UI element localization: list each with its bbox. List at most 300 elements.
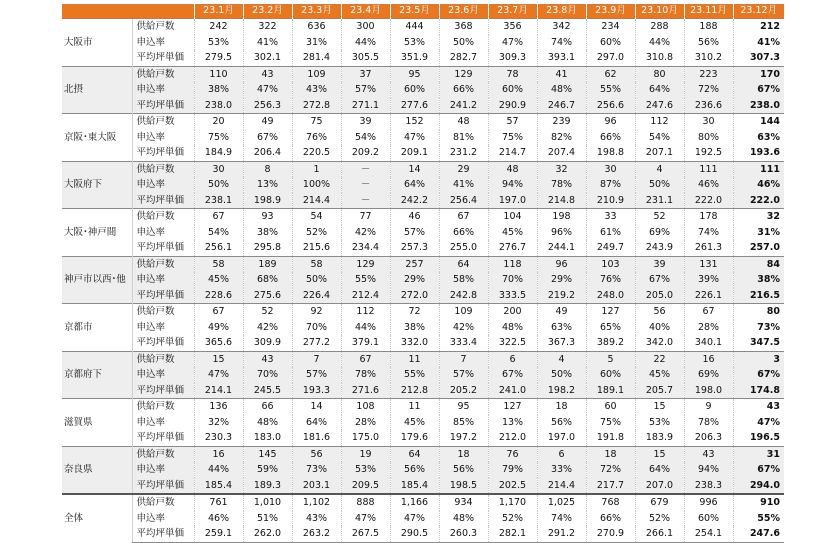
value-cell: 1 <box>292 161 341 177</box>
value-cell: 47% <box>488 35 537 51</box>
value-cell: 207.4 <box>537 145 586 161</box>
metric-label: 平均坪単価 <box>132 383 194 399</box>
region-group <box>62 209 784 257</box>
value-cell: 96 <box>586 114 635 130</box>
value-cell: 80 <box>635 66 684 82</box>
value-cell: 249.7 <box>586 240 635 256</box>
value-cell: 15 <box>194 351 243 367</box>
table-row <box>62 367 784 383</box>
value-cell: 44% <box>341 320 390 336</box>
value-cell: 69% <box>635 225 684 241</box>
value-cell: 1,102 <box>292 494 341 511</box>
metric-label: 平均坪単価 <box>132 335 194 351</box>
value-cell: 910 <box>733 494 784 511</box>
value-cell: 16 <box>194 446 243 462</box>
value-cell: 144 <box>733 114 784 130</box>
value-cell: 236.6 <box>684 98 733 114</box>
value-cell: 276.7 <box>488 240 537 256</box>
table-header <box>62 4 784 19</box>
value-cell: － <box>341 177 390 193</box>
value-cell: 241.2 <box>439 98 488 114</box>
value-cell: 70% <box>292 320 341 336</box>
table-row <box>62 50 784 66</box>
value-cell: 310.8 <box>635 50 684 66</box>
value-cell: 184.9 <box>194 145 243 161</box>
value-cell: 42% <box>439 320 488 336</box>
value-cell: 41 <box>537 66 586 82</box>
value-cell: 209.1 <box>390 145 439 161</box>
value-cell: 281.4 <box>292 50 341 66</box>
value-cell: 103 <box>586 256 635 272</box>
value-cell: 46% <box>194 511 243 527</box>
value-cell: 197.0 <box>488 193 537 209</box>
metric-label: 供給戸数 <box>132 209 194 225</box>
value-cell: 219.2 <box>537 288 586 304</box>
value-cell: 94% <box>684 462 733 478</box>
table-row <box>62 35 784 51</box>
value-cell: 64 <box>439 256 488 272</box>
value-cell: 222.0 <box>733 193 784 209</box>
value-cell: 38% <box>194 82 243 98</box>
value-cell: 340.1 <box>684 335 733 351</box>
value-cell: 60% <box>586 35 635 51</box>
value-cell: 93 <box>243 209 292 225</box>
value-cell: 47% <box>733 415 784 431</box>
value-cell: 226.4 <box>292 288 341 304</box>
value-cell: 14 <box>292 399 341 415</box>
value-cell: 178 <box>684 209 733 225</box>
value-cell: 67 <box>194 209 243 225</box>
metric-label: 供給戸数 <box>132 351 194 367</box>
metric-label: 申込率 <box>132 177 194 193</box>
value-cell: 259.1 <box>194 526 243 542</box>
value-cell: 38% <box>243 225 292 241</box>
value-cell: 7 <box>292 351 341 367</box>
value-cell: 129 <box>439 66 488 82</box>
value-cell: 67% <box>635 272 684 288</box>
value-cell: 84 <box>733 256 784 272</box>
value-cell: 367.3 <box>537 335 586 351</box>
value-cell: 74% <box>537 511 586 527</box>
value-cell: 1,170 <box>488 494 537 511</box>
value-cell: 234 <box>586 19 635 35</box>
value-cell: 185.4 <box>194 478 243 495</box>
value-cell: 223 <box>684 66 733 82</box>
value-cell: 41% <box>243 35 292 51</box>
value-cell: 272.0 <box>390 288 439 304</box>
value-cell: 214.1 <box>194 383 243 399</box>
value-cell: 256.3 <box>243 98 292 114</box>
header-month: 23.10月 <box>635 4 684 19</box>
value-cell: 60% <box>684 511 733 527</box>
value-cell: 271.6 <box>341 383 390 399</box>
value-cell: 72 <box>390 304 439 320</box>
value-cell: 46% <box>684 177 733 193</box>
value-cell: 50% <box>537 367 586 383</box>
value-cell: 46% <box>733 177 784 193</box>
value-cell: 57 <box>488 114 537 130</box>
value-cell: 189.1 <box>586 383 635 399</box>
table-row <box>62 335 784 351</box>
value-cell: 111 <box>684 161 733 177</box>
header-month: 23.8月 <box>537 4 586 19</box>
value-cell: 52 <box>635 209 684 225</box>
value-cell: 32 <box>733 209 784 225</box>
table-row <box>62 130 784 146</box>
value-cell: 228.6 <box>194 288 243 304</box>
metric-label: 供給戸数 <box>132 304 194 320</box>
value-cell: 112 <box>635 114 684 130</box>
value-cell: 29% <box>390 272 439 288</box>
metric-label: 平均坪単価 <box>132 288 194 304</box>
value-cell: 238.0 <box>733 98 784 114</box>
value-cell: 145 <box>243 446 292 462</box>
value-cell: 302.1 <box>243 50 292 66</box>
value-cell: 66% <box>586 511 635 527</box>
header-month: 23.3月 <box>292 4 341 19</box>
value-cell: 75% <box>488 130 537 146</box>
value-cell: 262.0 <box>243 526 292 542</box>
metric-label: 申込率 <box>132 367 194 383</box>
header-blank-metric <box>132 4 194 19</box>
total-group <box>62 494 784 542</box>
value-cell: 43 <box>684 446 733 462</box>
value-cell: 444 <box>390 19 439 35</box>
header-month: 23.1月 <box>194 4 243 19</box>
value-cell: 209.2 <box>341 145 390 161</box>
table-row <box>62 19 784 35</box>
value-cell: 53% <box>341 462 390 478</box>
value-cell: 4 <box>537 351 586 367</box>
value-cell: 256.1 <box>194 240 243 256</box>
value-cell: 290.9 <box>488 98 537 114</box>
metric-label: 申込率 <box>132 82 194 98</box>
metric-label: 平均坪単価 <box>132 430 194 446</box>
supply-table-container <box>62 4 781 543</box>
value-cell: 368 <box>439 19 488 35</box>
value-cell: 44% <box>341 35 390 51</box>
value-cell: 3 <box>733 351 784 367</box>
value-cell: 231.1 <box>635 193 684 209</box>
value-cell: 230.3 <box>194 430 243 446</box>
value-cell: 45% <box>194 272 243 288</box>
value-cell: 216.5 <box>733 288 784 304</box>
value-cell: 307.3 <box>733 50 784 66</box>
value-cell: 75 <box>292 114 341 130</box>
metric-label: 平均坪単価 <box>132 193 194 209</box>
value-cell: 53% <box>635 415 684 431</box>
value-cell: 60% <box>488 82 537 98</box>
metric-label: 申込率 <box>132 130 194 146</box>
value-cell: 72% <box>684 82 733 98</box>
value-cell: 20 <box>194 114 243 130</box>
value-cell: 257.3 <box>390 240 439 256</box>
value-cell: 6 <box>537 446 586 462</box>
value-cell: 64% <box>635 82 684 98</box>
table-row <box>62 98 784 114</box>
value-cell: 52% <box>635 511 684 527</box>
value-cell: 198.5 <box>439 478 488 495</box>
value-cell: 934 <box>439 494 488 511</box>
value-cell: 333.4 <box>439 335 488 351</box>
value-cell: 351.9 <box>390 50 439 66</box>
value-cell: 43 <box>243 351 292 367</box>
value-cell: 189 <box>243 256 292 272</box>
value-cell: 52% <box>292 225 341 241</box>
header-row <box>62 4 784 19</box>
value-cell: 16 <box>684 351 733 367</box>
value-cell: 234.4 <box>341 240 390 256</box>
metric-label: 平均坪単価 <box>132 478 194 495</box>
value-cell: 73% <box>733 320 784 336</box>
value-cell: 47% <box>390 130 439 146</box>
value-cell: 294.0 <box>733 478 784 495</box>
region-group <box>62 19 784 67</box>
value-cell: 260.3 <box>439 526 488 542</box>
value-cell: 46 <box>390 209 439 225</box>
value-cell: 207.0 <box>635 478 684 495</box>
table-row <box>62 430 784 446</box>
value-cell: 57% <box>341 82 390 98</box>
value-cell: 67 <box>194 304 243 320</box>
value-cell: 109 <box>292 66 341 82</box>
value-cell: 67 <box>684 304 733 320</box>
value-cell: 70% <box>488 272 537 288</box>
table-row <box>62 320 784 336</box>
value-cell: 290.5 <box>390 526 439 542</box>
value-cell: 58 <box>292 256 341 272</box>
value-cell: 51% <box>243 511 292 527</box>
metric-label: 申込率 <box>132 225 194 241</box>
value-cell: 43% <box>292 82 341 98</box>
value-cell: 242.2 <box>390 193 439 209</box>
value-cell: 44% <box>194 462 243 478</box>
value-cell: 85% <box>439 415 488 431</box>
value-cell: 76% <box>292 130 341 146</box>
value-cell: 207.1 <box>635 145 684 161</box>
value-cell: 322.5 <box>488 335 537 351</box>
value-cell: 342 <box>537 19 586 35</box>
value-cell: 78% <box>684 415 733 431</box>
value-cell: 205.2 <box>439 383 488 399</box>
value-cell: 266.1 <box>635 526 684 542</box>
value-cell: 277.6 <box>390 98 439 114</box>
value-cell: 197.0 <box>537 430 586 446</box>
value-cell: 212.0 <box>488 430 537 446</box>
value-cell: 49 <box>243 114 292 130</box>
value-cell: 243.9 <box>635 240 684 256</box>
table-row <box>62 114 784 130</box>
table-row <box>62 82 784 98</box>
value-cell: 53% <box>194 35 243 51</box>
value-cell: 209.5 <box>341 478 390 495</box>
value-cell: 112 <box>341 304 390 320</box>
value-cell: 47% <box>243 82 292 98</box>
value-cell: 55% <box>341 272 390 288</box>
value-cell: 322 <box>243 19 292 35</box>
value-cell: 257 <box>390 256 439 272</box>
value-cell: 111 <box>733 161 784 177</box>
header-month: 23.5月 <box>390 4 439 19</box>
value-cell: 110 <box>194 66 243 82</box>
value-cell: 58 <box>194 256 243 272</box>
value-cell: 152 <box>390 114 439 130</box>
table-row <box>62 304 784 320</box>
value-cell: 95 <box>439 399 488 415</box>
value-cell: 389.2 <box>586 335 635 351</box>
value-cell: 342.0 <box>635 335 684 351</box>
value-cell: 32% <box>194 415 243 431</box>
value-cell: 41% <box>439 177 488 193</box>
value-cell: 19 <box>341 446 390 462</box>
value-cell: 210.9 <box>586 193 635 209</box>
value-cell: 81% <box>439 130 488 146</box>
value-cell: 62 <box>586 66 635 82</box>
value-cell: 379.1 <box>341 335 390 351</box>
value-cell: 193.6 <box>733 145 784 161</box>
value-cell: 64% <box>292 415 341 431</box>
value-cell: 100% <box>292 177 341 193</box>
metric-label: 供給戸数 <box>132 494 194 511</box>
value-cell: 44% <box>635 35 684 51</box>
table-row <box>62 66 784 82</box>
value-cell: 197.2 <box>439 430 488 446</box>
table-row <box>62 193 784 209</box>
region-label: 大阪･神戸間 <box>62 209 132 257</box>
region-label: 京阪･東大阪 <box>62 114 132 162</box>
value-cell: 74% <box>537 35 586 51</box>
header-month: 23.2月 <box>243 4 292 19</box>
value-cell: 214.4 <box>537 478 586 495</box>
header-month: 23.4月 <box>341 4 390 19</box>
value-cell: 52 <box>243 304 292 320</box>
value-cell: 31% <box>733 225 784 241</box>
value-cell: 109 <box>439 304 488 320</box>
metric-label: 平均坪単価 <box>132 240 194 256</box>
value-cell: 70% <box>243 367 292 383</box>
value-cell: 75% <box>586 415 635 431</box>
value-cell: 30 <box>586 161 635 177</box>
value-cell: 185.4 <box>390 478 439 495</box>
value-cell: 1,010 <box>243 494 292 511</box>
region-group <box>62 256 784 304</box>
value-cell: 198.9 <box>243 193 292 209</box>
value-cell: 73% <box>292 462 341 478</box>
value-cell: 60 <box>586 399 635 415</box>
value-cell: 291.2 <box>537 526 586 542</box>
value-cell: 174.8 <box>733 383 784 399</box>
table-row <box>62 415 784 431</box>
value-cell: 58% <box>439 272 488 288</box>
value-cell: 888 <box>341 494 390 511</box>
value-cell: 77 <box>341 209 390 225</box>
value-cell: 175.0 <box>341 430 390 446</box>
region-group <box>62 304 784 352</box>
value-cell: 1,025 <box>537 494 586 511</box>
value-cell: 13% <box>243 177 292 193</box>
value-cell: 231.2 <box>439 145 488 161</box>
table-row <box>62 240 784 256</box>
value-cell: 365.6 <box>194 335 243 351</box>
value-cell: 66% <box>439 82 488 98</box>
value-cell: 39% <box>684 272 733 288</box>
value-cell: 198.2 <box>537 383 586 399</box>
value-cell: 18 <box>439 446 488 462</box>
value-cell: 31 <box>733 446 784 462</box>
total-label: 全体 <box>62 494 132 542</box>
value-cell: 288 <box>635 19 684 35</box>
table-row <box>62 526 784 542</box>
value-cell: 54% <box>341 130 390 146</box>
table-row <box>62 478 784 495</box>
value-cell: 50% <box>292 272 341 288</box>
value-cell: 309.3 <box>488 50 537 66</box>
value-cell: 96% <box>537 225 586 241</box>
value-cell: 54% <box>194 225 243 241</box>
value-cell: 48% <box>243 415 292 431</box>
value-cell: 300 <box>341 19 390 35</box>
value-cell: 38% <box>390 320 439 336</box>
value-cell: 43 <box>243 66 292 82</box>
value-cell: 56% <box>537 415 586 431</box>
value-cell: 69% <box>684 367 733 383</box>
value-cell: － <box>341 193 390 209</box>
value-cell: 40% <box>635 320 684 336</box>
value-cell: 239 <box>537 114 586 130</box>
value-cell: 29% <box>537 272 586 288</box>
value-cell: 267.5 <box>341 526 390 542</box>
value-cell: 28% <box>684 320 733 336</box>
value-cell: 1,166 <box>390 494 439 511</box>
value-cell: 67% <box>243 130 292 146</box>
value-cell: 67% <box>488 367 537 383</box>
value-cell: 49% <box>194 320 243 336</box>
value-cell: 63% <box>733 130 784 146</box>
supply-table <box>62 4 784 543</box>
value-cell: 74% <box>684 225 733 241</box>
value-cell: 247.6 <box>635 98 684 114</box>
value-cell: 196.5 <box>733 430 784 446</box>
value-cell: 198 <box>537 209 586 225</box>
value-cell: 57% <box>292 367 341 383</box>
value-cell: 761 <box>194 494 243 511</box>
value-cell: 347.5 <box>733 335 784 351</box>
value-cell: 53% <box>390 35 439 51</box>
value-cell: 56 <box>292 446 341 462</box>
value-cell: 67% <box>733 462 784 478</box>
value-cell: 202.5 <box>488 478 537 495</box>
value-cell: 279.5 <box>194 50 243 66</box>
value-cell: 48% <box>537 82 586 98</box>
value-cell: 76 <box>488 446 537 462</box>
value-cell: 63% <box>537 320 586 336</box>
value-cell: 56% <box>439 462 488 478</box>
value-cell: 76% <box>586 272 635 288</box>
value-cell: 52% <box>488 511 537 527</box>
value-cell: 11 <box>390 399 439 415</box>
value-cell: 127 <box>586 304 635 320</box>
value-cell: 30 <box>684 114 733 130</box>
value-cell: 56 <box>635 304 684 320</box>
value-cell: 45% <box>635 367 684 383</box>
value-cell: 43% <box>292 511 341 527</box>
value-cell: 14 <box>390 161 439 177</box>
value-cell: 118 <box>488 256 537 272</box>
value-cell: 212 <box>733 19 784 35</box>
value-cell: 241.0 <box>488 383 537 399</box>
value-cell: 60% <box>390 82 439 98</box>
value-cell: 226.1 <box>684 288 733 304</box>
